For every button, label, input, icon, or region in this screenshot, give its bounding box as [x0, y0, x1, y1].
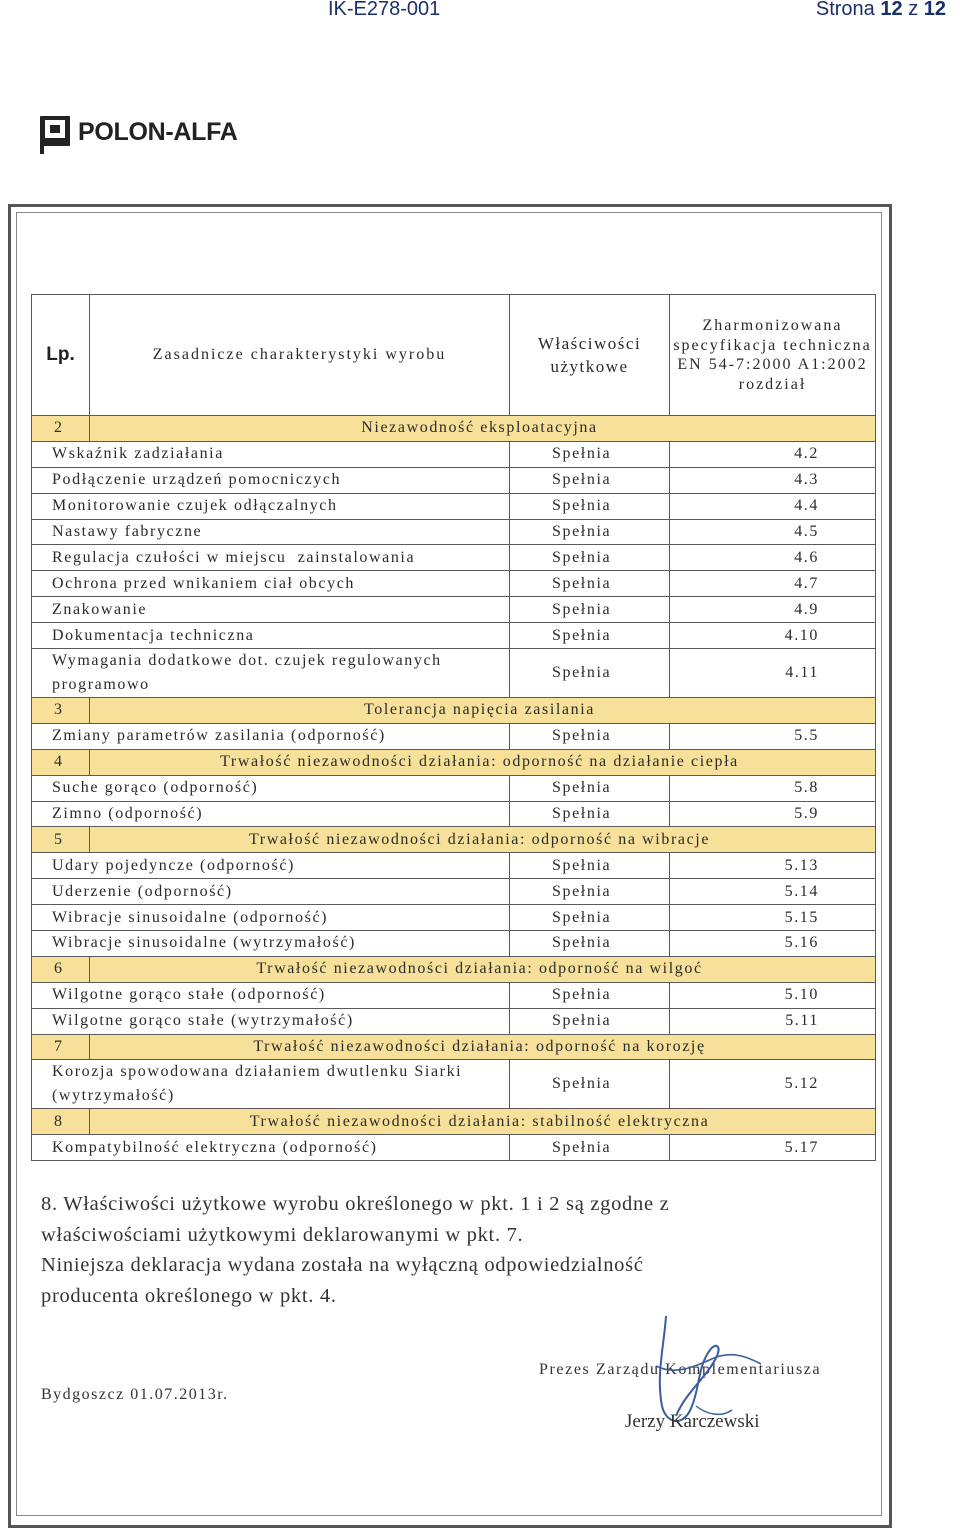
performance-value: Spełnia — [510, 545, 670, 571]
section-row — [32, 1109, 876, 1135]
table-row — [32, 775, 876, 801]
header-lp: Lp. — [32, 295, 90, 416]
section-number: 5 — [32, 827, 90, 853]
table-row — [32, 1008, 876, 1034]
header-characteristics: Zasadnicze charakterystyki wyrobu — [90, 295, 510, 416]
closing-statement — [41, 1189, 901, 1311]
characteristic-name: Zmiany parametrów zasilania (odporność) — [32, 723, 510, 749]
section-title: Niezawodność eksploatacyjna — [361, 419, 598, 437]
spec-reference: 5.13 — [670, 853, 876, 879]
characteristic-name: Ochrona przed wnikaniem ciał obcych — [32, 571, 510, 597]
spec-reference: 4.2 — [670, 441, 876, 467]
page-header — [0, 0, 960, 26]
header-spec: Zharmonizowana specyfikacja techniczna EN 54-7:2000 A1:2002 rozdział — [670, 295, 876, 416]
performance-value: Spełnia — [510, 801, 670, 827]
characteristic-name: Korozja spowodowana działaniem dwutlenku Siarki (wytrzymałość) — [32, 1060, 510, 1109]
section-number: 3 — [32, 698, 90, 724]
spec-reference: 4.6 — [670, 545, 876, 571]
performance-value: Spełnia — [510, 879, 670, 905]
characteristic-name: Uderzenie (odporność) — [32, 879, 510, 905]
characteristic-name: Podłączenie urządzeń pomocniczych — [32, 467, 510, 493]
spec-reference: 5.14 — [670, 879, 876, 905]
section-title: Trwałość niezawodności działania: stabilność elektryczna — [249, 1112, 710, 1130]
table-row — [32, 1060, 876, 1109]
spec-reference: 4.7 — [670, 571, 876, 597]
characteristic-name: Monitorowanie czujek odłączalnych — [32, 493, 510, 519]
spec-reference: 5.12 — [670, 1060, 876, 1109]
performance-value: Spełnia — [510, 982, 670, 1008]
section-title: Trwałość niezawodności działania: odporność na korozję — [253, 1038, 706, 1056]
spec-reference: 5.15 — [670, 905, 876, 931]
spec-reference: 4.9 — [670, 597, 876, 623]
spec-reference: 4.4 — [670, 493, 876, 519]
performance-value: Spełnia — [510, 905, 670, 931]
section-row — [32, 827, 876, 853]
section-number: 4 — [32, 749, 90, 775]
performance-value: Spełnia — [510, 853, 670, 879]
characteristic-name: Wymagania dodatkowe dot. czujek regulowanych programowo — [32, 649, 510, 698]
spec-reference: 5.17 — [670, 1135, 876, 1161]
closing-line: 8. Właściwości użytkowe wyrobu określonego w pkt. 1 i 2 są zgodne z — [41, 1193, 670, 1215]
section-title: Tolerancja napięcia zasilania — [364, 701, 595, 719]
document-id: IK-E278-001 — [328, 0, 441, 20]
table-row — [32, 905, 876, 931]
polon-alfa-logo-icon — [40, 116, 70, 146]
table-row — [32, 493, 876, 519]
table-header-row — [32, 295, 876, 416]
spec-reference: 5.5 — [670, 723, 876, 749]
performance-value: Spełnia — [510, 1060, 670, 1109]
characteristic-name: Udary pojedyncze (odporność) — [32, 853, 510, 879]
characteristic-name: Suche gorąco (odporność) — [32, 775, 510, 801]
signatory-name: Jerzy Karczewski — [625, 1411, 760, 1432]
section-row — [32, 416, 876, 442]
signatory-role: Prezes Zarządu Komplementariusza — [539, 1361, 822, 1378]
table-row — [32, 931, 876, 957]
closing-line: producenta określonego w pkt. 4. — [41, 1284, 337, 1307]
performance-value: Spełnia — [510, 1135, 670, 1161]
place-and-date: Bydgoszcz 01.07.2013r. — [41, 1386, 229, 1403]
table-row — [32, 1135, 876, 1161]
performance-value: Spełnia — [510, 441, 670, 467]
spec-reference: 4.3 — [670, 467, 876, 493]
performance-value: Spełnia — [510, 519, 670, 545]
table-row — [32, 441, 876, 467]
performance-value: Spełnia — [510, 1008, 670, 1034]
table-row — [32, 723, 876, 749]
spec-reference: 5.10 — [670, 982, 876, 1008]
performance-value: Spełnia — [510, 623, 670, 649]
performance-table — [31, 294, 876, 1161]
closing-line: Niniejsza deklaracja wydana została na wyłączną odpowiedzialność — [41, 1254, 644, 1276]
characteristic-name: Dokumentacja techniczna — [32, 623, 510, 649]
performance-value: Spełnia — [510, 649, 670, 698]
section-number: 2 — [32, 416, 90, 442]
spec-reference: 4.5 — [670, 519, 876, 545]
table-row — [32, 571, 876, 597]
characteristic-name: Wilgotne gorąco stałe (odporność) — [32, 982, 510, 1008]
characteristic-name: Regulacja czułości w miejscu zainstalowania — [32, 545, 510, 571]
characteristic-name: Wilgotne gorąco stałe (wytrzymałość) — [32, 1008, 510, 1034]
spec-reference: 5.8 — [670, 775, 876, 801]
section-number: 6 — [32, 956, 90, 982]
characteristic-name: Znakowanie — [32, 597, 510, 623]
spec-reference: 4.10 — [670, 623, 876, 649]
table-row — [32, 649, 876, 698]
spec-reference: 4.11 — [670, 649, 876, 698]
table-row — [32, 879, 876, 905]
performance-value: Spełnia — [510, 775, 670, 801]
table-row — [32, 467, 876, 493]
performance-value: Spełnia — [510, 931, 670, 957]
section-title: Trwałość niezawodności działania: odporność na działanie ciepła — [220, 753, 739, 771]
section-number: 7 — [32, 1034, 90, 1060]
logo-text: POLON-ALFA — [78, 118, 238, 146]
performance-value: Spełnia — [510, 571, 670, 597]
section-row — [32, 749, 876, 775]
performance-value: Spełnia — [510, 493, 670, 519]
characteristic-name: Kompatybilność elektryczna (odporność) — [32, 1135, 510, 1161]
spec-reference: 5.11 — [670, 1008, 876, 1034]
characteristic-name: Wibracje sinusoidalne (wytrzymałość) — [32, 931, 510, 957]
performance-value: Spełnia — [510, 467, 670, 493]
table-row — [32, 597, 876, 623]
performance-value: Spełnia — [510, 597, 670, 623]
page-number: Strona 12 z 12 — [815, 0, 946, 20]
section-row — [32, 698, 876, 724]
spec-reference: 5.9 — [670, 801, 876, 827]
header-properties: Właściwości użytkowe — [510, 295, 670, 416]
table-row — [32, 801, 876, 827]
section-row — [32, 1034, 876, 1060]
characteristic-name: Zimno (odporność) — [32, 801, 510, 827]
characteristic-name: Nastawy fabryczne — [32, 519, 510, 545]
table-row — [32, 853, 876, 879]
table-row — [32, 982, 876, 1008]
table-row — [32, 519, 876, 545]
performance-value: Spełnia — [510, 723, 670, 749]
table-row — [32, 623, 876, 649]
spec-reference: 5.16 — [670, 931, 876, 957]
characteristic-name: Wibracje sinusoidalne (odporność) — [32, 905, 510, 931]
section-title: Trwałość niezawodności działania: odporność na wibracje — [248, 830, 711, 848]
section-title: Trwałość niezawodności działania: odporność na wilgoć — [256, 960, 703, 978]
table-row — [32, 545, 876, 571]
characteristic-name: Wskaźnik zadziałania — [32, 441, 510, 467]
section-number: 8 — [32, 1109, 90, 1135]
section-row — [32, 956, 876, 982]
closing-line: właściwościami użytkowymi deklarowanymi w pkt. 7. — [41, 1223, 524, 1246]
